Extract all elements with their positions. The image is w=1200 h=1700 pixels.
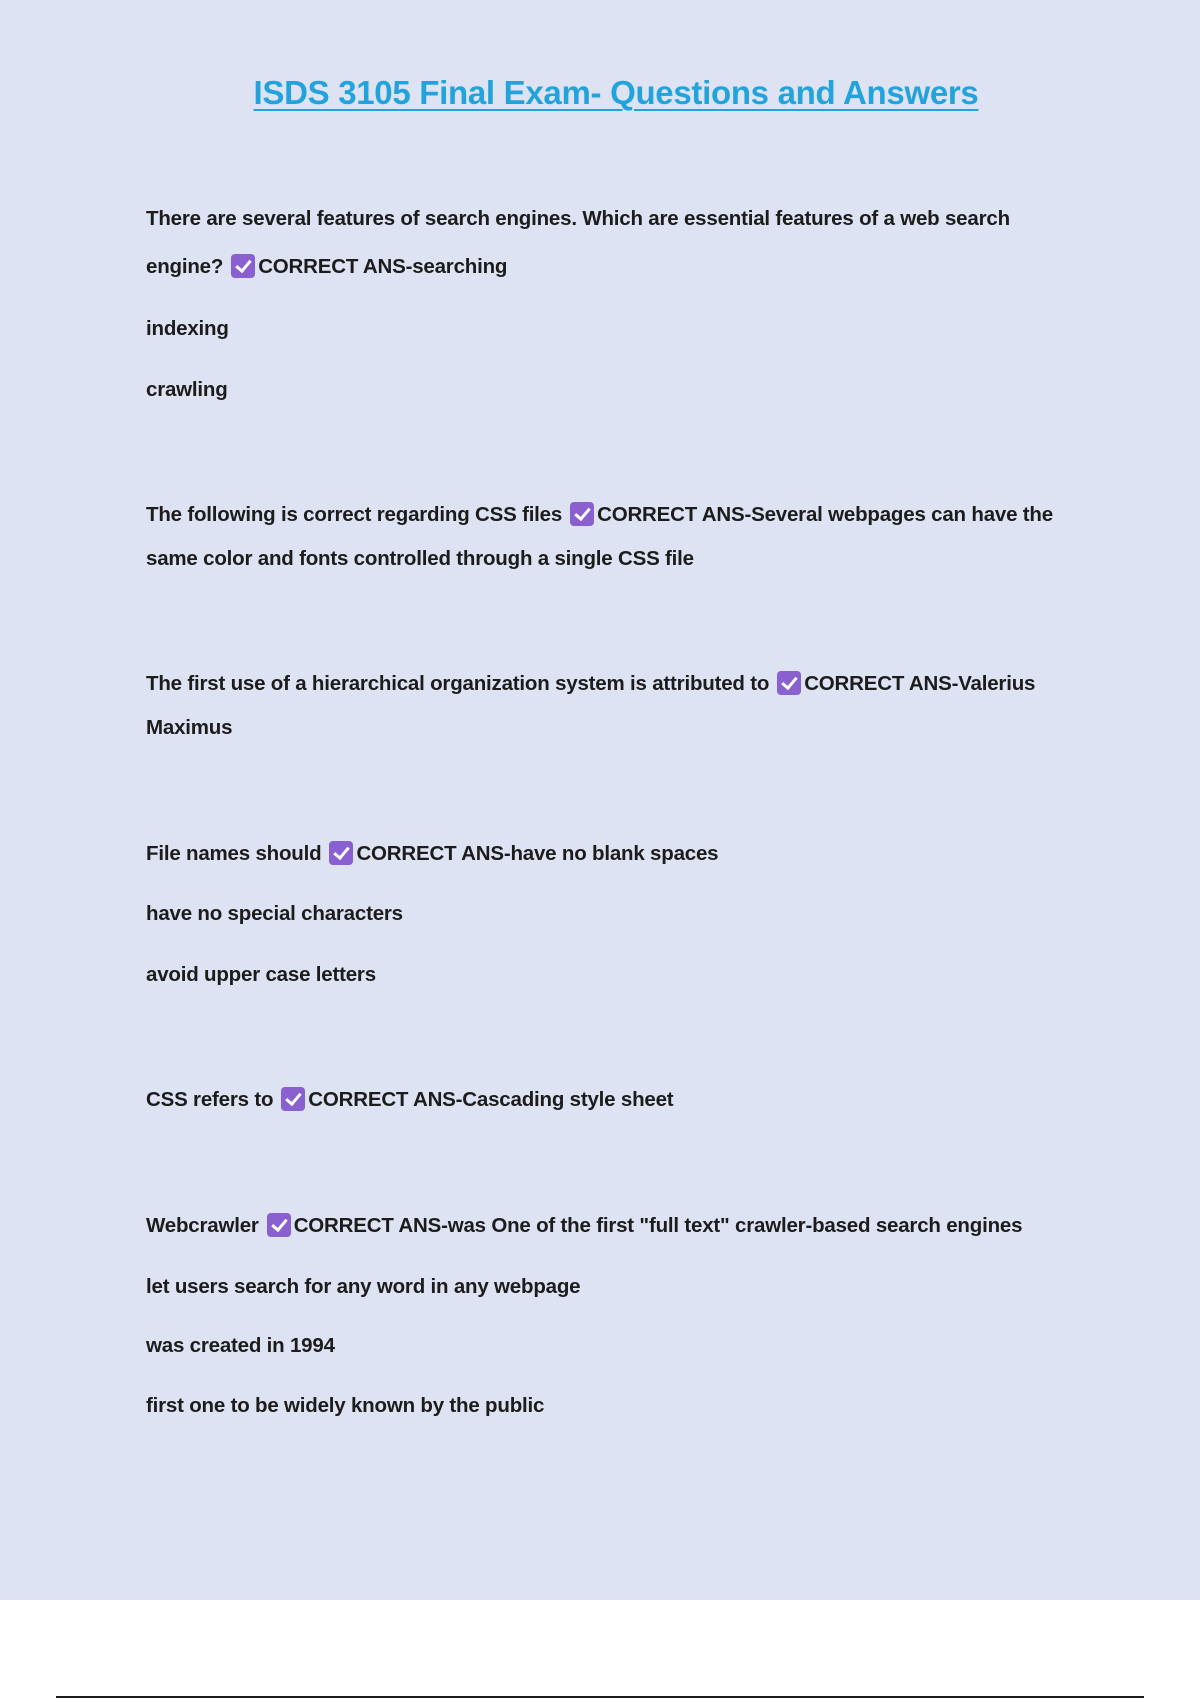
question-3-answer: CORRECT ANS-Valerius <box>804 672 1036 695</box>
question-1-extra-2: crawling <box>146 378 228 401</box>
question-3-answer-cont: Maximus <box>146 716 233 739</box>
question-5-answer: CORRECT ANS-Cascading style sheet <box>308 1088 674 1111</box>
page-title: ISDS 3105 Final Exam- Questions and Answers <box>253 74 979 111</box>
question-6-answer: CORRECT ANS-was One of the first "full text" crawler-based search engines <box>293 1214 1023 1237</box>
question-5-line-1 <box>146 1087 673 1112</box>
checked-box-icon <box>777 671 801 695</box>
question-6-extra-1: let users search for any word in any webpage <box>146 1275 581 1298</box>
question-2-line-1 <box>146 502 1053 527</box>
question-1-answer: CORRECT ANS-searching <box>258 255 508 278</box>
question-6-text: Webcrawler <box>146 1214 259 1237</box>
checked-box-icon <box>231 254 255 278</box>
question-6-line-1 <box>146 1213 1022 1238</box>
checked-box-icon <box>281 1087 305 1111</box>
question-4-answer: CORRECT ANS-have no blank spaces <box>356 842 719 865</box>
question-4-extra-2: avoid upper case letters <box>146 963 376 986</box>
question-2-answer: CORRECT ANS-Several webpages can have the <box>597 503 1053 526</box>
question-6-extra-3: first one to be widely known by the public <box>146 1394 545 1417</box>
question-4-extra-1: have no special characters <box>146 902 403 925</box>
question-6-extra-2: was created in 1994 <box>146 1334 335 1357</box>
question-2-text: The following is correct regarding CSS files <box>146 503 563 526</box>
question-2-answer-cont: same color and fonts controlled through a single CSS file <box>146 547 694 570</box>
question-3-text: The first use of a hierarchical organization system is attributed to <box>146 672 770 695</box>
question-5-text: CSS refers to <box>146 1088 274 1111</box>
checked-box-icon <box>329 841 353 865</box>
question-4-line-1 <box>146 841 718 866</box>
question-3-line-1 <box>146 671 1035 696</box>
question-1-text-cont: engine? <box>146 255 224 278</box>
question-4-text: File names should <box>146 842 322 865</box>
footer-divider <box>56 1696 1144 1698</box>
question-1-text: There are several features of search engines. Which are essential features of a web search <box>146 207 1010 230</box>
question-1-extra-1: indexing <box>146 317 229 340</box>
checked-box-icon <box>570 502 594 526</box>
question-1-line-2 <box>146 254 507 279</box>
checked-box-icon <box>267 1213 291 1237</box>
